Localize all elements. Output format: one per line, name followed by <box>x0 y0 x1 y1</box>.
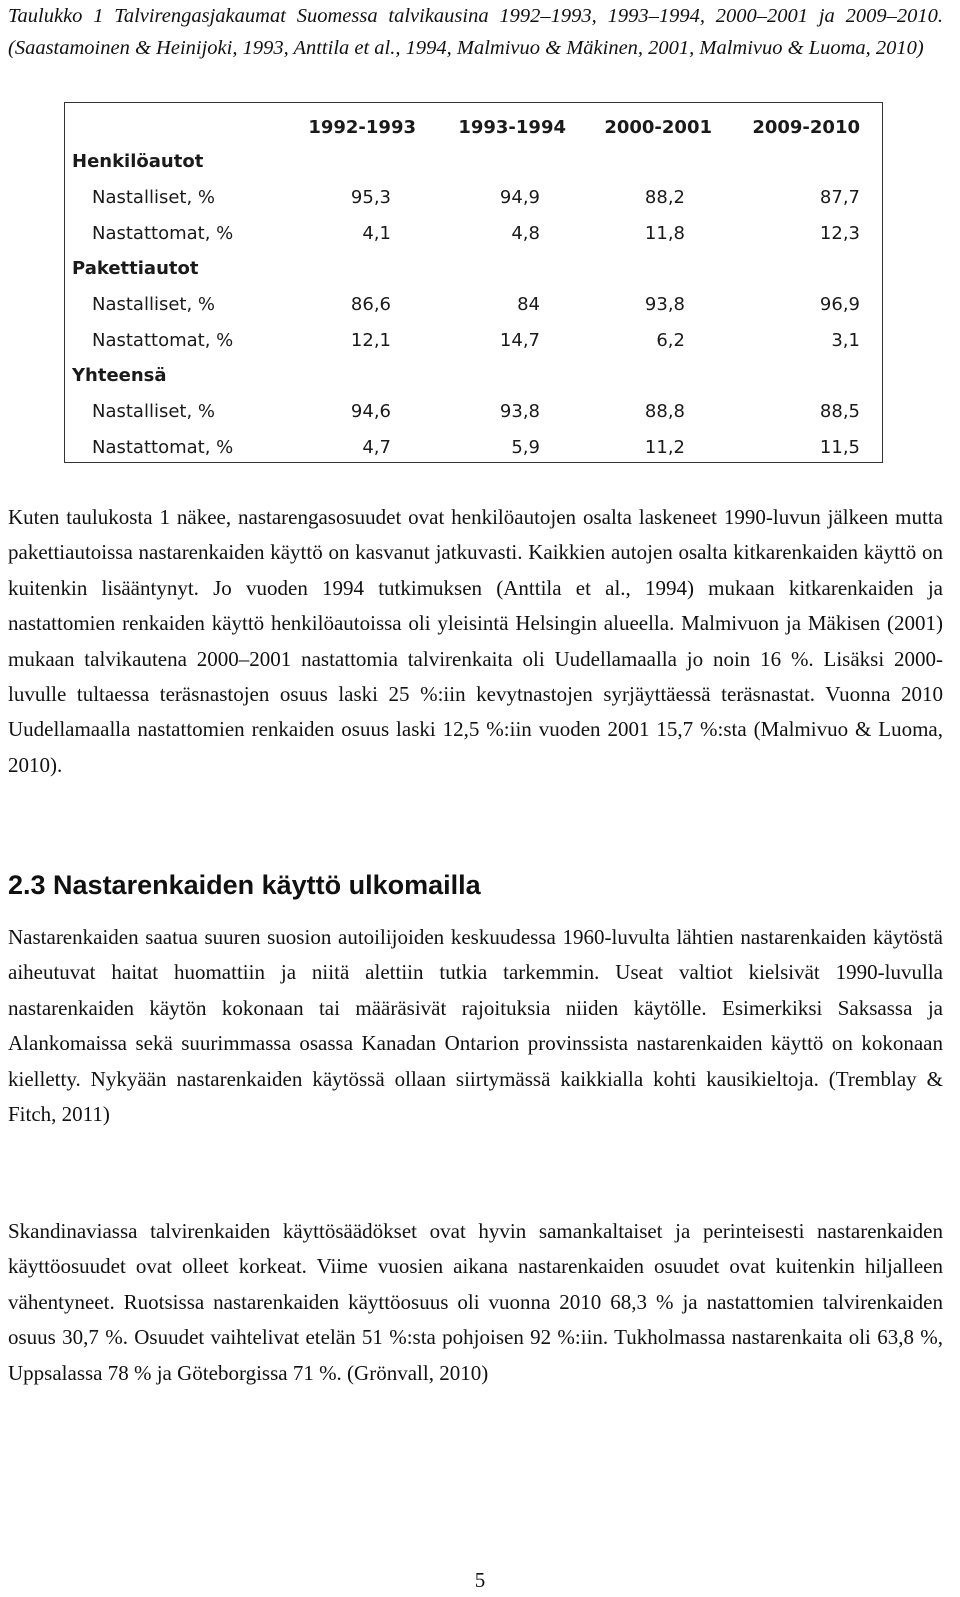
group-label: Pakettiautot <box>72 258 199 279</box>
column-header: 1993-1994 <box>458 117 566 138</box>
table-cell: 11,2 <box>644 437 685 458</box>
row-label: Nastalliset, % <box>92 294 216 315</box>
row-label: Nastattomat, % <box>92 437 234 458</box>
data-table <box>64 102 883 463</box>
table-cell: 94,6 <box>350 401 391 422</box>
body-paragraph: Kuten taulukosta 1 näkee, nastarengasosuudet ovat henkilöautojen osalta laskeneet 1990-luvun jälkeen mutta pakettiautoissa nastarenkaiden käyttö on kasvanut jatkuvasti. Kaikkien autojen osalta kitkarenkaiden käyttö on kuitenkin lisääntynyt. Jo vuoden 1994 tutkimuksen (Anttila et al., 1994) mukaan kitkarenkaiden ja nastattomien renkaiden käyttö henkilöautoissa oli yleisintä Helsingin alueella. Malmivuon ja Mäkisen (2001) mukaan talvikautena 2000–2001 nastattomia talvirenkaita oli Uudellamaalla jo noin 16 %. Lisäksi 2000-luvulle tultaessa teräsnastojen osuus laski 25 %:iin kevytnastojen syrjäyttäessä teräsnastat. Vuonna 2010 Uudellamaalla nastattomien renkaiden osuus laski 12,5 %:iin vuoden 2001 15,7 %:sta (Malmivuo & Luoma, 2010). <box>8 505 943 777</box>
table-cell: 87,7 <box>819 187 860 208</box>
table-cell: 96,9 <box>819 294 860 315</box>
row-label: Nastattomat, % <box>92 223 234 244</box>
row-label: Nastalliset, % <box>92 187 216 208</box>
table-cell: 95,3 <box>350 187 391 208</box>
table-row <box>65 326 882 356</box>
table-cell: 88,8 <box>644 401 685 422</box>
body-paragraph: Skandinaviassa talvirenkaiden käyttösäädökset ovat hyvin samankaltaiset ja perinteisesti nastarenkaiden käyttöosuudet ovat olleet korkeat. Viime vuosien aikana nastarenkaiden osuudet ovat kuitenkin hiljalleen vähentyneet. Ruotsissa nastarenkaiden käyttöosuus oli vuonna 2010 68,3 % ja nastattomien talvirenkaiden osuus 30,7 %. Osuudet vaihtelivat etelän 51 %:sta pohjoisen 92 %:iin. Tukholmassa nastarenkaita oli 63,8 %, Uppsalassa 78 % ja Göteborgissa 71 %. (Grönvall, 2010) <box>8 1219 943 1385</box>
group-row-henkiloautot <box>65 147 882 177</box>
column-header: 2009-2010 <box>752 117 860 138</box>
table-cell: 94,9 <box>499 187 540 208</box>
column-header: 1992-1993 <box>308 117 416 138</box>
group-row-yhteensa <box>65 361 882 391</box>
table-cell: 12,1 <box>350 330 391 351</box>
group-row-pakettiautot <box>65 254 882 284</box>
table-cell: 11,5 <box>819 437 860 458</box>
section-heading: 2.3 Nastarenkaiden käyttö ulkomailla <box>8 870 481 900</box>
row-label: Nastattomat, % <box>92 330 234 351</box>
table-cell: 11,8 <box>644 223 685 244</box>
table-row <box>65 183 882 213</box>
table-row <box>65 397 882 427</box>
table-cell: 14,7 <box>499 330 540 351</box>
table-cell: 84 <box>517 294 540 315</box>
table-row <box>65 290 882 320</box>
table-cell: 12,3 <box>819 223 860 244</box>
page-number: 5 <box>474 1568 486 1592</box>
table-cell: 3,1 <box>831 330 860 351</box>
table-row <box>65 219 882 249</box>
table-cell: 6,2 <box>656 330 685 351</box>
table-header-row <box>65 113 882 143</box>
table-cell: 4,7 <box>362 437 391 458</box>
table-cell: 4,1 <box>362 223 391 244</box>
table-caption: Taulukko 1 Talvirengasjakaumat Suomessa talvikausina 1992–1993, 1993–1994, 2000–2001 ja 2009–2010. (Saastamoinen & Heinijoki, 1993, Anttila et al., 1994, Malmivuo & Mäkinen, 2001, Malmivuo & Luoma, 2010) <box>8 5 943 59</box>
column-header: 2000-2001 <box>604 117 712 138</box>
table-cell: 88,5 <box>819 401 860 422</box>
body-paragraph: Nastarenkaiden saatua suuren suosion autoilijoiden keskuudessa 1960-luvulta lähtien nastarenkaiden käytöstä aiheutuvat haitat huomattiin ja niitä alettiin tutkia tarkemmin. Useat valtiot kielsivät 1990-luvulla nastarenkaiden käytön kokonaan tai määräsivät rajoituksia niiden käytölle. Esimerkiksi Saksassa ja Alankomaissa sekä suurimmassa osassa Kanadan Ontarion provinssista nastarenkaiden käyttö on kokonaan kielletty. Nykyään nastarenkaiden käytössä ollaan siirtymässä kaikkialla kohti kausikieltoja. (Tremblay & Fitch, 2011) <box>8 925 943 1127</box>
table-cell: 86,6 <box>350 294 391 315</box>
table-cell: 4,8 <box>511 223 540 244</box>
table-row <box>65 433 882 463</box>
row-label: Nastalliset, % <box>92 401 216 422</box>
table-cell: 88,2 <box>644 187 685 208</box>
group-label: Yhteensä <box>72 365 167 386</box>
table-cell: 5,9 <box>511 437 540 458</box>
group-label: Henkilöautot <box>72 151 204 172</box>
table-cell: 93,8 <box>644 294 685 315</box>
table-cell: 93,8 <box>499 401 540 422</box>
